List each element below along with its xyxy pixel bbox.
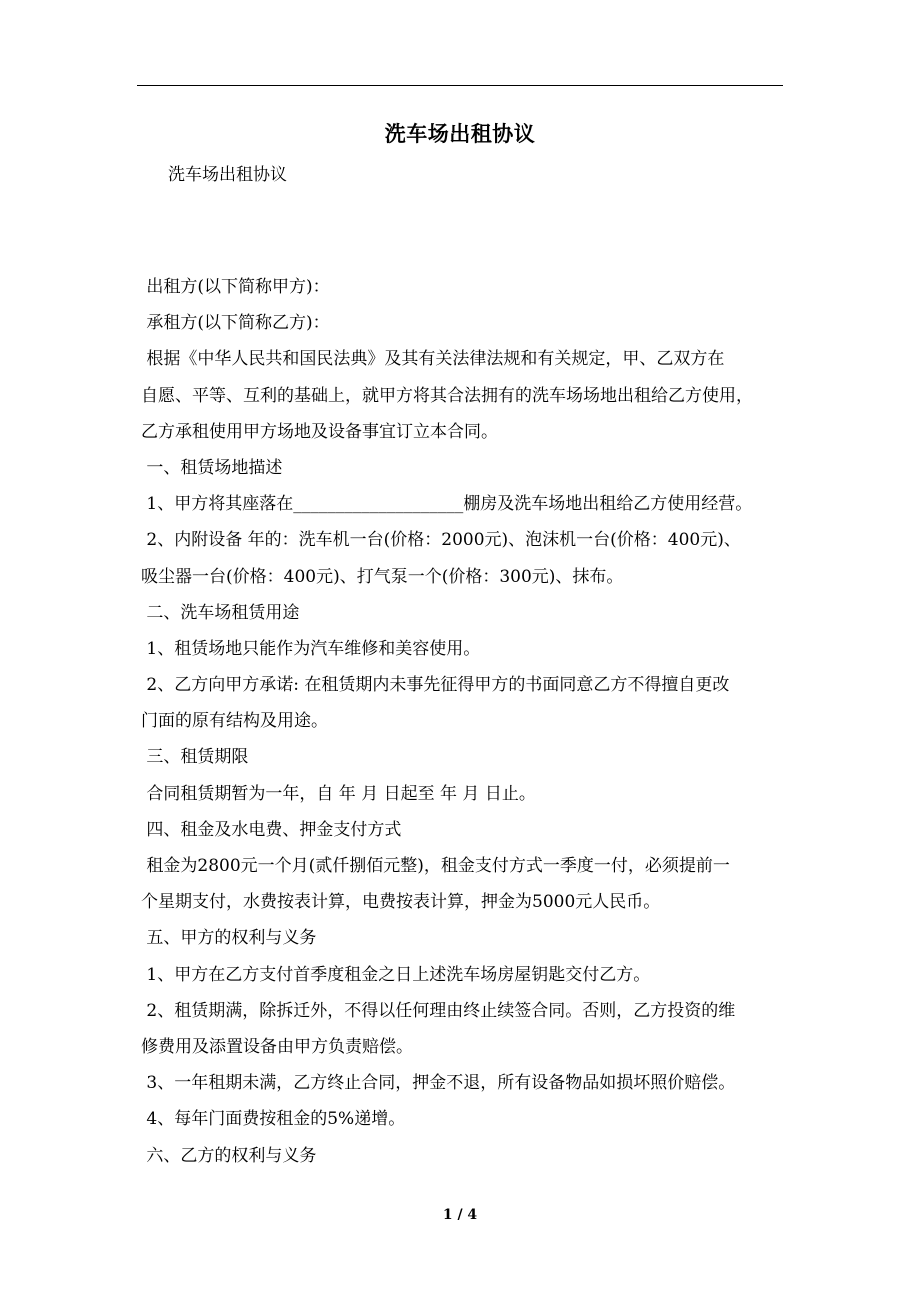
paragraph-line: 3、一年租期未满，乙方终止合同，押金不退，所有设备物品如损坏照价赔偿。: [141, 1073, 736, 1094]
paragraph-line: 租金为2800元一个月(贰仟捌佰元整)，租金支付方式一季度一付，必须提前一: [141, 856, 730, 876]
paragraph-line: 2、租赁期满，除拆迁外，不得以任何理由终止续签合同。否则，乙方投资的维: [141, 1000, 736, 1021]
paragraph-line: 三、租赁期限: [141, 747, 249, 768]
page-number: 1 / 4: [442, 1207, 478, 1223]
paragraph-line: 承租方(以下简称乙方)：: [141, 313, 330, 334]
paragraph-line: 二、洗车场租赁用途: [141, 602, 300, 623]
paragraph-line: 1、甲方将其座落在____________________棚房及洗车场地出租给乙方使用经营。: [141, 494, 753, 515]
paragraph-line: 一、租赁场地描述: [141, 457, 283, 478]
paragraph-line: 出租方(以下简称甲方)：: [141, 277, 330, 297]
document-title: 洗车场出租协议: [384, 121, 536, 146]
paragraph-line: 门面的原有结构及用途。: [141, 711, 328, 732]
paragraph-line: 吸尘器一台(价格：400元)、打气泵一个(价格：300元)、抹布。: [141, 566, 624, 587]
paragraph-line: 2、乙方向甲方承诺: 在租赁期内未事先征得甲方的书面同意乙方不得擅自更改: [141, 675, 730, 696]
paragraph-line: 1、甲方在乙方支付首季度租金之日上述洗车场房屋钥匙交付乙方。: [141, 964, 651, 985]
paragraph-line: 修费用及添置设备由甲方负责赔偿。: [141, 1036, 413, 1057]
paragraph-line: 自愿、平等、互利的基础上，就甲方将其合法拥有的洗车场场地出租给乙方使用，: [141, 385, 753, 406]
paragraph-line: 个星期支付，水费按表计算，电费按表计算，押金为5000元人民币。: [141, 892, 661, 913]
paragraph-line: 合同租赁期暂为一年，自 年 月 日起至 年 月 日止。: [141, 783, 536, 804]
paragraph-line: 五、甲方的权利与义务: [141, 928, 317, 949]
paragraph-line: 四、租金及水电费、押金支付方式: [141, 819, 402, 840]
paragraph-line: 乙方承租使用甲方场地及设备事宜订立本合同。: [141, 421, 498, 442]
document-body: [141, 269, 786, 1174]
paragraph-line: 六、乙方的权利与义务: [141, 1145, 317, 1166]
paragraph-line: 1、租赁场地只能作为汽车维修和美容使用。: [141, 638, 481, 659]
document-subtitle: 洗车场出租协议: [168, 165, 287, 185]
paragraph-line: 根据《中华人民共和国民法典》及其有关法律法规和有关规定，甲、乙双方在: [141, 349, 725, 370]
header-rule: [137, 85, 783, 86]
paragraph-line: 2、内附设备 年的：洗车机一台(价格：2000元)、泡沫机一台(价格：400元)、: [141, 530, 741, 551]
paragraph-line: 4、每年门面费按租金的5%递增。: [141, 1109, 406, 1130]
